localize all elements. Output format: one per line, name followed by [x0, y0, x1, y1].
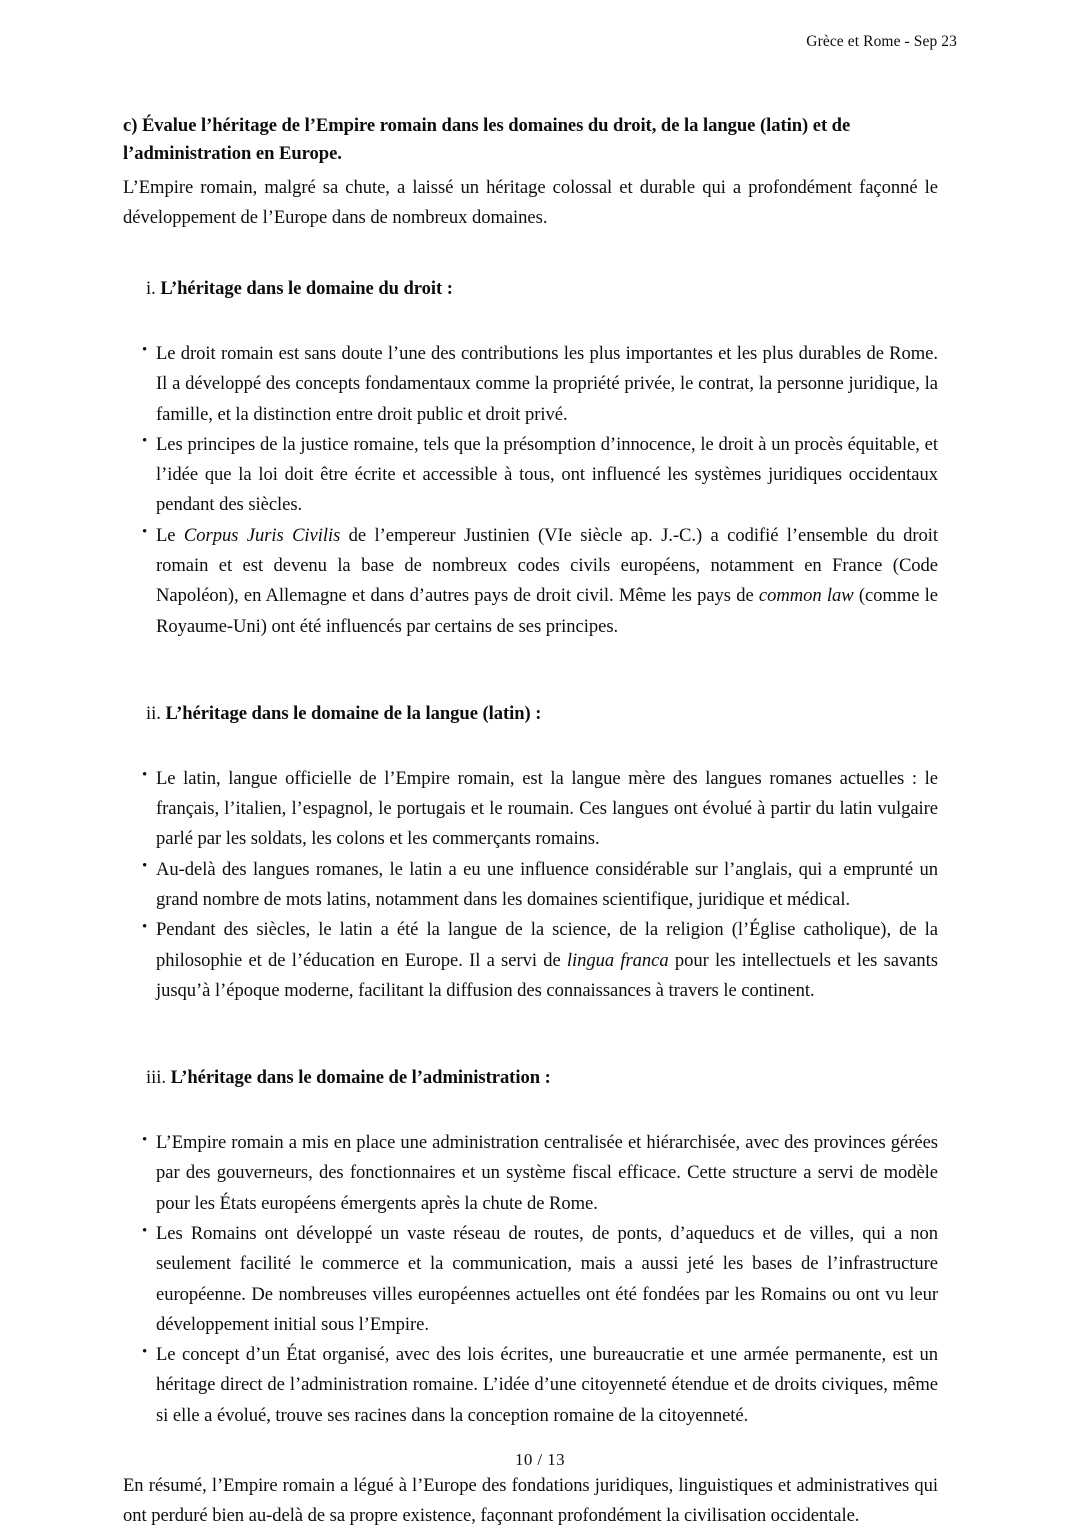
section-numeral: iii.	[146, 1067, 166, 1089]
section-heading-text: L’héritage dans le domaine de l’administration :	[170, 1067, 551, 1089]
list-item-text: Au-delà des langues romanes, le latin a eu une influence considérable sur l’anglais, qui a emprunté un grand nombre de mots latins, notamment dans les domaines scientifique, juridique et médical.	[156, 858, 938, 911]
spacer	[123, 233, 938, 275]
list-item-text: Les Romains ont développé un vaste réseau de routes, de ponts, d’aqueducs et de villes, qui a non seulement facilité le commerce et la communication, mais a aussi jeté les bases de l’infrastructure européenne. De nombreuses villes européennes actuelles ont été fondées par les Romains ou ont vu leur développement initial sous l’Empire.	[156, 1223, 938, 1335]
intro-paragraph: L’Empire romain, malgré sa chute, a laissé un héritage colossal et durable qui a profondément façonné le développement de l’Europe dans de nombreux domaines.	[123, 176, 938, 228]
list-item-text: Pendant des siècles, le latin a été la langue de la science, de la religion (l’Église catholique), de la philosophie et de l’éducation en Europe. Il a servi de	[156, 919, 938, 971]
page-number: 10 / 13	[514, 1450, 566, 1469]
page-content	[123, 112, 938, 1532]
section-numeral: i.	[146, 278, 156, 300]
list-item	[123, 1128, 938, 1219]
list-item	[123, 855, 938, 916]
question-heading: c) Évalue l’héritage de l’Empire romain dans les domaines du droit, de la langue (latin) et de l’administration en Europe.	[123, 115, 851, 165]
section-heading	[123, 275, 938, 303]
spacer	[123, 1092, 938, 1128]
section-numeral: ii.	[146, 702, 161, 724]
sections-container	[123, 233, 938, 1431]
section-heading	[123, 700, 938, 728]
spacer	[123, 728, 938, 764]
running-header: Grèce et Rome - Sep 23	[806, 33, 957, 50]
section-heading	[123, 1064, 938, 1092]
summary-paragraph: En résumé, l’Empire romain a légué à l’Europe des fondations juridiques, linguistiques et administratives qui ont perduré bien au-delà de sa propre existence, façonnant profondément la civilisation occidentale.	[123, 1475, 938, 1527]
emphasis-text: Corpus Juris Civilis	[183, 524, 341, 546]
list-item	[123, 521, 938, 642]
list-item	[123, 1219, 938, 1340]
bullet-list	[123, 339, 938, 642]
list-item-text: Le concept d’un État organisé, avec des lois écrites, une bureaucratie et une armée permanente, est un héritage direct de l’administration romaine. L’idée d’une citoyenneté étendue et de droits civiques, même si elle a évolué, trouve ses racines dans la conception romaine de la citoyenneté.	[156, 1344, 938, 1426]
section-heading-text: L’héritage dans le domaine de la langue (latin) :	[165, 702, 542, 724]
list-item-text: Les principes de la justice romaine, tels que la présomption d’innocence, le droit à un procès équitable, et l’idée que la loi doit être écrite et accessible à tous, ont influencé les systèmes juridiques occidentaux pendant des siècles.	[156, 433, 938, 516]
list-item	[123, 764, 938, 855]
list-item	[123, 1340, 938, 1431]
list-item	[123, 915, 938, 1006]
bullet-list	[123, 1128, 938, 1431]
list-item-text: (comme le Royaume-Uni) ont été influencés par certains de ses principes.	[156, 585, 938, 637]
list-item-text: Le droit romain est sans doute l’une des contributions les plus importantes et les plus durables de Rome. Il a développé des concepts fondamentaux comme la propriété privée, le contrat, la personne juridique, la famille, et la distinction entre droit public et droit privé.	[156, 342, 938, 425]
list-item-text: pour les intellectuels et les savants jusqu’à l’époque moderne, facilitant la diffusion des connaissances à travers le continent.	[156, 949, 938, 1001]
emphasis-text: common law	[758, 585, 854, 607]
list-item	[123, 430, 938, 521]
bullet-list	[123, 764, 938, 1006]
list-item-text: L’Empire romain a mis en place une administration centralisée et hiérarchisée, avec des provinces gérées par des gouverneurs, des fonctionnaires et un système fiscal efficace. Cette structure a servi de modèle pour les États européens émergents après la chute de Rome.	[156, 1132, 938, 1214]
list-item-text: Le	[156, 524, 184, 546]
spacer	[123, 303, 938, 339]
spacer	[123, 642, 938, 700]
spacer	[123, 1006, 938, 1064]
list-item-text: de l’empereur Justinien (VIe siècle ap. J.-C.) a codifié l’ensemble du droit romain et est devenu la base de nombreux codes civils européens, notamment en France (Code Napoléon), en Allemagne et dans d’autres pays de droit civil. Même les pays de	[156, 524, 938, 607]
list-item-text: Le latin, langue officielle de l’Empire romain, est la langue mère des langues romanes actuelles : le français, l’italien, l’espagnol, le portugais et le roumain. Ces langues ont évolué à partir du latin vulgaire parlé par les soldats, les colons et les commerçants romains.	[156, 767, 938, 850]
list-item	[123, 339, 938, 430]
section-heading-text: L’héritage dans le domaine du droit :	[160, 278, 453, 300]
emphasis-text: lingua franca	[566, 949, 669, 971]
